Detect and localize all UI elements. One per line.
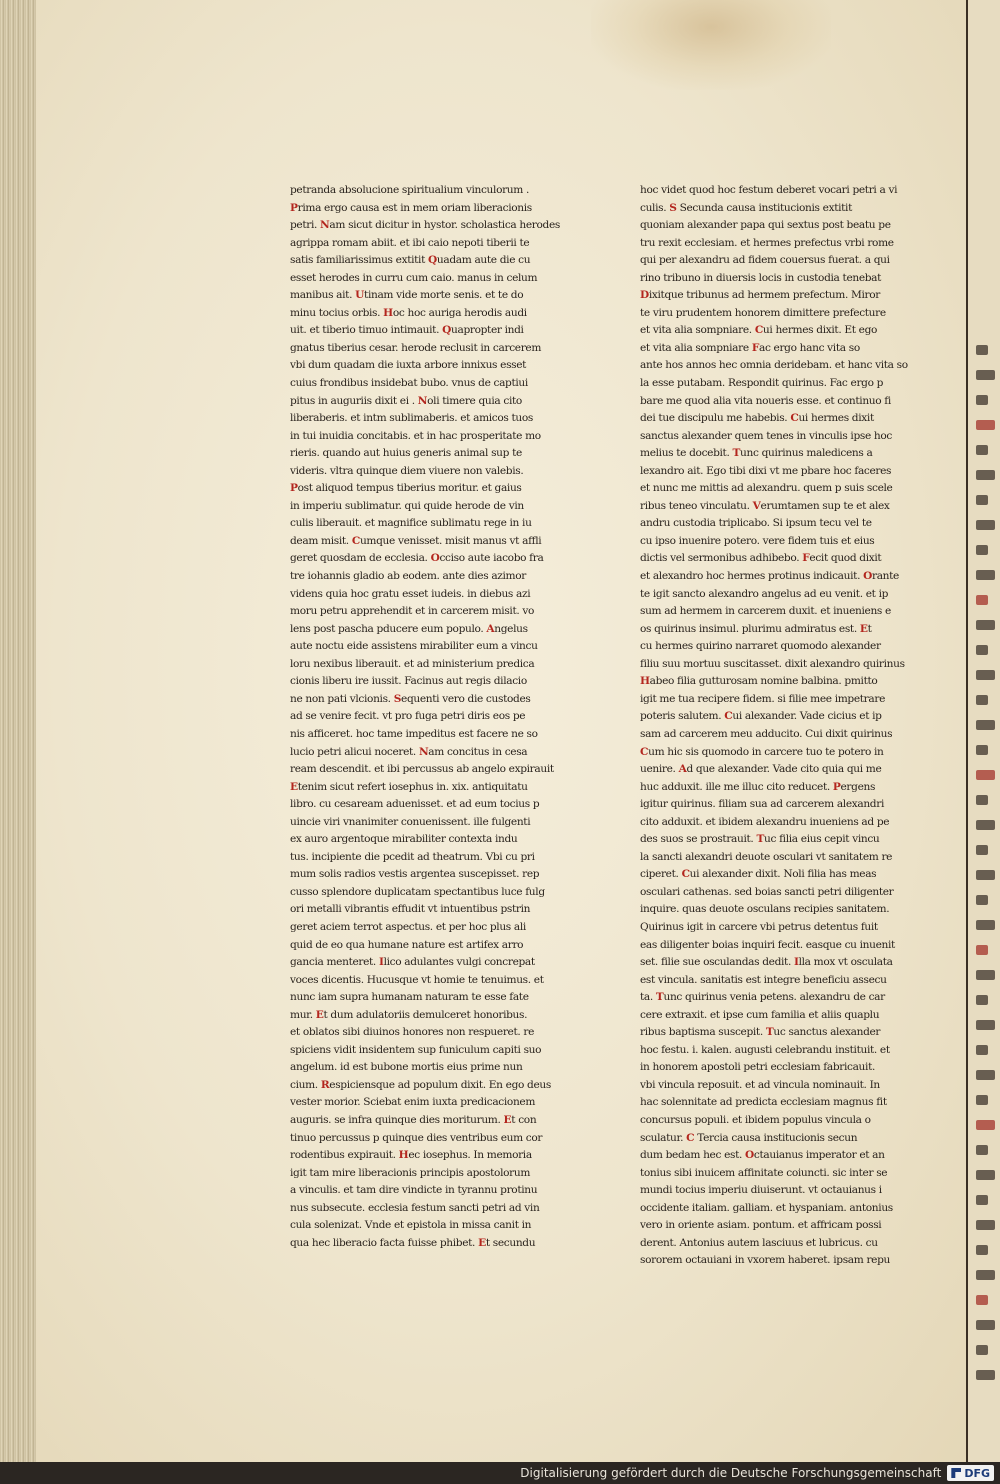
facing-page-fragment (976, 770, 995, 780)
left-column-line: gnatus tiberius cesar. herode reclusit in carcerem (290, 341, 542, 354)
dfg-logo-mark (951, 1468, 961, 1478)
right-column-line: dictis vel sermonibus adhibebo. Fecit quod dixit (640, 552, 882, 565)
left-column-line: igit tam mire liberacionis principis apostolorum (290, 1166, 531, 1179)
right-column-line: dei tue discipulu me habebis. Cui hermes dixit (640, 412, 874, 425)
left-column-line: nus subsecute. ecclesia festum sancti petri ad vin (290, 1201, 540, 1214)
left-column-line: mur. Et dum adulatoriis demulceret honoribus. (290, 1008, 528, 1021)
left-column-line: Post aliquod tempus tiberius moritur. et gaius (290, 482, 522, 495)
right-column-line: sanctus alexander quem tenes in vinculis ipse hoc (640, 429, 893, 442)
left-column-line: rieris. quando aut huius generis animal sup te (290, 447, 522, 460)
facing-page-fragment (976, 520, 995, 530)
left-column-line: uit. et tiberio timuo intimauit. Quapropter indi (290, 324, 524, 337)
left-column-line: geret quosdam de ecclesia. Occiso aute iacobo fra (290, 552, 544, 565)
left-column-line: ad se venire fecit. vt pro fuga petri diris eos pe (290, 710, 526, 723)
facing-page-fragment (976, 1370, 995, 1380)
facing-page-fragment (976, 645, 988, 655)
left-column-line: petri. Nam sicut dicitur in hystor. scholastica herodes (290, 219, 560, 232)
left-column-line: tus. incipiente die pcedit ad theatrum. Vbi cu pri (290, 850, 535, 863)
left-column-line: angelum. id est bubone mortis eius prime nun (290, 1061, 523, 1074)
left-column-line: qua hec liberacio facta fuisse phibet. Et secundu (290, 1236, 536, 1249)
footer-credit: Digitalisierung gefördert durch die Deutsche Forschungsgemeinschaft (520, 1466, 942, 1480)
page-block-edge (0, 0, 37, 1462)
right-column-line: in honorem apostoli petri ecclesiam fabricauit. (640, 1061, 875, 1074)
facing-page-fragment (976, 995, 988, 1005)
facing-page-fragment (976, 1120, 995, 1130)
facing-page-fragment (976, 1295, 988, 1305)
right-column-line: Cum hic sis quomodo in carcere tuo te potero in (640, 745, 884, 758)
left-column-line: esset herodes in curru cum caio. manus in celum (290, 271, 538, 284)
left-column-line: cusso splendore duplicatam spectantibus luce fulg (290, 885, 545, 898)
left-column-line: cium. Respiciensque ad populum dixit. En ego deus (290, 1078, 551, 1091)
right-column-line: quoniam alexander papa qui sextus post beatu pe (640, 219, 891, 232)
dfg-logo (947, 1465, 994, 1481)
left-column-line: gancia menteret. Ilico adulantes vulgi concrepat (290, 956, 535, 969)
left-column-line: geret aciem terrot aspectus. et per hoc plus ali (290, 920, 526, 933)
left-column-line: deam misit. Cumque venisset. misit manus vt affli (290, 534, 542, 547)
facing-page-fragment (976, 620, 995, 630)
right-column-line: uenire. Ad que alexander. Vade cito quia qui me (640, 763, 882, 776)
left-column-line: et oblatos sibi diuinos honores non respueret. re (290, 1026, 535, 1039)
left-column-line: moru petru apprehendit et in carcerem misit. vo (290, 605, 535, 618)
right-column-line: igitur quirinus. filiam sua ad carcerem alexandri (640, 798, 884, 811)
facing-page-fragment (976, 920, 995, 930)
right-column-line: cu hermes quirino narraret quomodo alexander (640, 640, 881, 653)
right-column-line: ante hos annos hec omnia deridebam. et hanc vita so (640, 359, 908, 372)
right-column-line: te viru prudentem honorem dimittere prefecture (640, 306, 886, 319)
facing-page-fragment (976, 895, 988, 905)
right-column-line: qui per alexandru ad fidem couersus fuerat. a qui (640, 254, 890, 267)
facing-page-fragment (976, 1095, 988, 1105)
left-column-line: Prima ergo causa est in mem oriam liberacionis (290, 201, 532, 214)
right-column-line: ribus teneo vinculatu. Verumtamen sup te et alex (640, 499, 890, 512)
right-column-line: sum ad hermem in carcerem duxit. et inueniens e (640, 605, 891, 618)
left-column-line: satis familiarissimus extitit Quadam aute die cu (290, 254, 531, 267)
facing-page-fragment (976, 795, 988, 805)
facing-page-fragment (976, 970, 995, 980)
right-column-line: huc adduxit. ille me illuc cito reducet. Pergens (640, 780, 876, 793)
left-column-line: tre iohannis gladio ab eodem. ante dies azimor (290, 570, 526, 583)
right-column-line: des suos se prostrauit. Tuc filia eius cepit vincu (640, 833, 880, 846)
water-stain (591, 0, 831, 90)
left-column-line: aute noctu eide assistens mirabiliter eum a vincu (290, 640, 538, 653)
right-column-line: hoc videt quod hoc festum deberet vocari petri a vi (640, 184, 898, 196)
facing-page-fragment (976, 1345, 988, 1355)
right-column-line: rino tribuno in diuersis locis in custodia tenebat (640, 271, 882, 284)
left-column-line: manibus ait. Utinam vide morte senis. et te do (290, 289, 524, 302)
left-column-line: lens post pascha pducere eum populo. Angelus (290, 622, 528, 635)
left-column-line: minu tocius orbis. Hoc hoc auriga herodis audi (290, 306, 527, 319)
left-column-line: vester morior. Sciebat enim iuxta predicacionem (290, 1096, 536, 1109)
right-column-line: la sancti alexandri deuote osculari vt sanitatem re (640, 850, 893, 863)
facing-page-text-fragments (976, 345, 1000, 1395)
right-column-line: occidente italiam. galliam. et hyspaniam. antonius (640, 1201, 893, 1214)
facing-page-fragment (976, 495, 988, 505)
right-column-line: tonius sibi inuicem affinitate coiuncti. sic inter se (640, 1166, 888, 1179)
left-column-line: videns quia hoc gratu esset iudeis. in diebus azi (290, 587, 531, 600)
right-column-line: os quirinus insimul. plurimu admiratus est. Et (640, 622, 872, 635)
facing-page-fragment (976, 445, 988, 455)
facing-page-fragment (976, 870, 995, 880)
right-column-line: lexandro ait. Ego tibi dixi vt me pbare hoc faceres (640, 464, 892, 477)
facing-page-fragment (976, 420, 995, 430)
right-column-line: sculatur. C Tercia causa institucionis secun (640, 1131, 858, 1144)
right-column-line: tru rexit ecclesiam. et hermes prefectus vrbi rome (640, 236, 894, 249)
right-column-line: hoc festu. i. kalen. augusti celebrandu instituit. et (640, 1043, 890, 1056)
left-column-line: voces dicentis. Hucusque vt homie te tenuimus. et (290, 973, 544, 986)
right-column-line: andru custodia triplicabo. Si ipsum tecu vel te (640, 517, 872, 530)
facing-page-fragment (976, 1270, 995, 1280)
right-column-line: dum bedam hec est. Octauianus imperator et an (640, 1149, 885, 1162)
left-column-line: pitus in auguriis dixit ei . Noli timere quia cito (290, 394, 522, 407)
right-column-line: ciperet. Cui alexander dixit. Noli filia has meas (640, 868, 877, 881)
right-column-line: et vita alia sompniare. Cui hermes dixit. Et ego (640, 324, 878, 337)
left-column-line: liberaberis. et intm sublimaberis. et amicos tuos (290, 412, 534, 425)
left-column-line: videris. vltra quinque diem viuere non valebis. (290, 464, 524, 477)
left-text-column (290, 182, 580, 1252)
left-column-line: agrippa romam abiit. et ibi caio nepoti tiberii te (290, 236, 530, 249)
right-column-line: et alexandro hoc hermes protinus indicauit. Orante (640, 570, 899, 583)
facing-page-fragment (976, 720, 995, 730)
facing-page-fragment (976, 1245, 988, 1255)
facing-page-fragment (976, 945, 988, 955)
facing-page-fragment (976, 345, 988, 355)
footer-bar (0, 1462, 1000, 1484)
right-column-line: Dixitque tribunus ad hermem prefectum. Miror (640, 289, 880, 302)
left-column-line: in tui inuidia concitabis. et in hac prosperitate mo (290, 429, 541, 442)
left-column-line: cula solenizat. Vnde et epistola in missa canit in (290, 1219, 532, 1232)
left-column-line: in imperiu sublimatur. qui quide herode de vin (290, 499, 524, 512)
facing-page-fragment (976, 1320, 995, 1330)
left-column-line: a vinculis. et tam dire vindicte in tyrannu protinu (290, 1184, 538, 1197)
left-column-line: cuius frondibus insidebat bubo. vnus de captiui (290, 377, 528, 390)
right-column-line: ribus baptisma suscepit. Tuc sanctus alexander (640, 1026, 881, 1039)
facing-page-fragment (976, 370, 995, 380)
facing-page-fragment (976, 395, 988, 405)
facing-page-fragment (976, 595, 988, 605)
right-column-line: bare me quod alia vita noueris esse. et continuo fi (640, 394, 891, 407)
facing-page-fragment (976, 670, 995, 680)
left-column-line: rodentibus expirauit. Hec iosephus. In memoria (290, 1149, 532, 1162)
right-column-line: concursus populi. et ibidem populus vincula o (640, 1113, 871, 1126)
right-column-line: vero in oriente asiam. pontum. et affricam possi (640, 1219, 882, 1232)
left-column-line: ori metalli vibrantis effudit vt intuentibus pstrin (290, 903, 531, 916)
left-column-line: mum solis radios vestis argentea suscepisset. rep (290, 868, 540, 881)
facing-page-fragment (976, 745, 988, 755)
right-column-line: te igit sancto alexandro angelus ad eu venit. et ip (640, 587, 889, 600)
left-column-line: nis afficeret. hoc tame impeditus est facere ne so (290, 727, 538, 740)
facing-page-fragment (976, 1145, 988, 1155)
right-column-line: sam ad carcerem meu adducito. Cui dixit quirinus (640, 727, 893, 740)
right-column-line: derent. Antonius autem lasciuus et lubricus. cu (640, 1236, 878, 1249)
right-column-line: cere extraxit. et ipse cum familia et aliis quaplu (640, 1008, 880, 1021)
right-column-line: vbi vincula reposuit. et ad vincula nominauit. In (640, 1078, 880, 1091)
facing-page-fragment (976, 845, 988, 855)
left-column-line: tinuo percussus p quinque dies ventribus eum cor (290, 1131, 543, 1144)
right-column-line: mundi tocius imperiu diuiserunt. vt octauianus i (640, 1184, 882, 1197)
right-column-line: cu ipso inuenire potero. vere fidem tuis et eius (640, 534, 875, 547)
left-column-line: culis liberauit. et magnifice sublimatu rege in iu (290, 517, 532, 530)
right-column-line: et nunc me mittis ad alexandru. quem p suis scele (640, 482, 893, 495)
right-column-line: osculari cathenas. sed boias sancti petri diligenter (640, 885, 894, 898)
right-column-line: est vincula. sanitatis est integre beneficiu assecu (640, 973, 887, 986)
left-column-line: loru nexibus liberauit. et ad ministerium predica (290, 657, 535, 670)
facing-page-fragment (976, 1195, 988, 1205)
left-column-line: ex auro argentoque mirabiliter contexta indu (290, 833, 518, 846)
facing-page-fragment (976, 1070, 995, 1080)
facing-page-fragment (976, 545, 988, 555)
left-column-line: petranda absolucione spiritualium vinculorum . (290, 184, 530, 196)
right-column-line: Habeo filia gutturosam nomine balbina. pmitto (640, 675, 878, 688)
facing-page-edge (966, 0, 1000, 1462)
left-column-line: uincie viri vnanimiter conuenissent. ille fulgenti (290, 815, 531, 828)
left-column-line: lucio petri alicui noceret. Nam concitus in cesa (290, 745, 528, 758)
right-column-line: melius te docebit. Tunc quirinus maledicens a (640, 447, 873, 460)
right-column-line: cito adduxit. et ibidem alexandru inueniens ad pe (640, 815, 890, 828)
left-column-line: vbi dum quadam die iuxta arbore innixus esset (290, 359, 527, 372)
right-column-line: igit me tua recipere fidem. si filie mee impetrare (640, 692, 885, 705)
right-column-line: inquire. quas deuote osculans recipies sanitatem. (640, 903, 890, 916)
right-column-line: sororem octauiani in vxorem haberet. ipsam repu (640, 1254, 890, 1267)
left-column-line: ne non pati vlcionis. Sequenti vero die custodes (290, 692, 531, 705)
left-column-line: libro. cu cesaream aduenisset. et ad eum tocius p (290, 798, 540, 811)
left-column-line: ream descendit. et ibi percussus ab angelo expirauit (290, 763, 554, 776)
right-text-column (640, 182, 930, 1270)
right-column-line: culis. S Secunda causa institucionis extitit (640, 201, 852, 214)
left-column-line: Etenim sicut refert iosephus in. xix. antiquitatu (290, 780, 528, 793)
right-column-line: set. filie sue osculandas dedit. Illa mox vt osculata (640, 956, 893, 969)
right-column-line: et vita alia sompniare Fac ergo hanc vita so (640, 341, 860, 354)
facing-page-fragment (976, 1020, 995, 1030)
right-column-line: Quirinus igit in carcere vbi petrus detentus fuit (640, 920, 878, 933)
dfg-logo-text: DFG (964, 1466, 990, 1480)
left-column-line: cionis liberu ire iussit. Facinus aut regis dilacio (290, 675, 527, 688)
right-column-line: la esse putabam. Respondit quirinus. Fac ergo p (640, 377, 884, 390)
left-column-line: auguris. se infra quinque dies moriturum. Et con (290, 1113, 537, 1126)
left-column-line: nunc iam supra humanam naturam te esse fate (290, 991, 529, 1004)
right-column-line: ta. Tunc quirinus venia petens. alexandru de car (640, 991, 885, 1004)
right-column-line: filiu suu mortuu suscitasset. dixit alexandro quirinus (640, 657, 905, 670)
facing-page-fragment (976, 470, 995, 480)
right-column-line: eas diligenter boias inquiri fecit. easque cu inuenit (640, 938, 895, 951)
facing-page-fragment (976, 695, 988, 705)
facing-page-fragment (976, 1220, 995, 1230)
facing-page-fragment (976, 820, 995, 830)
facing-page-fragment (976, 570, 995, 580)
right-column-line: poteris salutem. Cui alexander. Vade cicius et ip (640, 710, 882, 723)
left-column-line: quid de eo qua humane nature est artifex arro (290, 938, 524, 951)
left-column-line: spiciens vidit insidentem sup funiculum capiti suo (290, 1043, 542, 1056)
right-column-line: hac solennitate ad predicta ecclesiam magnus fit (640, 1096, 887, 1109)
facing-page-fragment (976, 1170, 995, 1180)
facing-page-fragment (976, 1045, 988, 1055)
